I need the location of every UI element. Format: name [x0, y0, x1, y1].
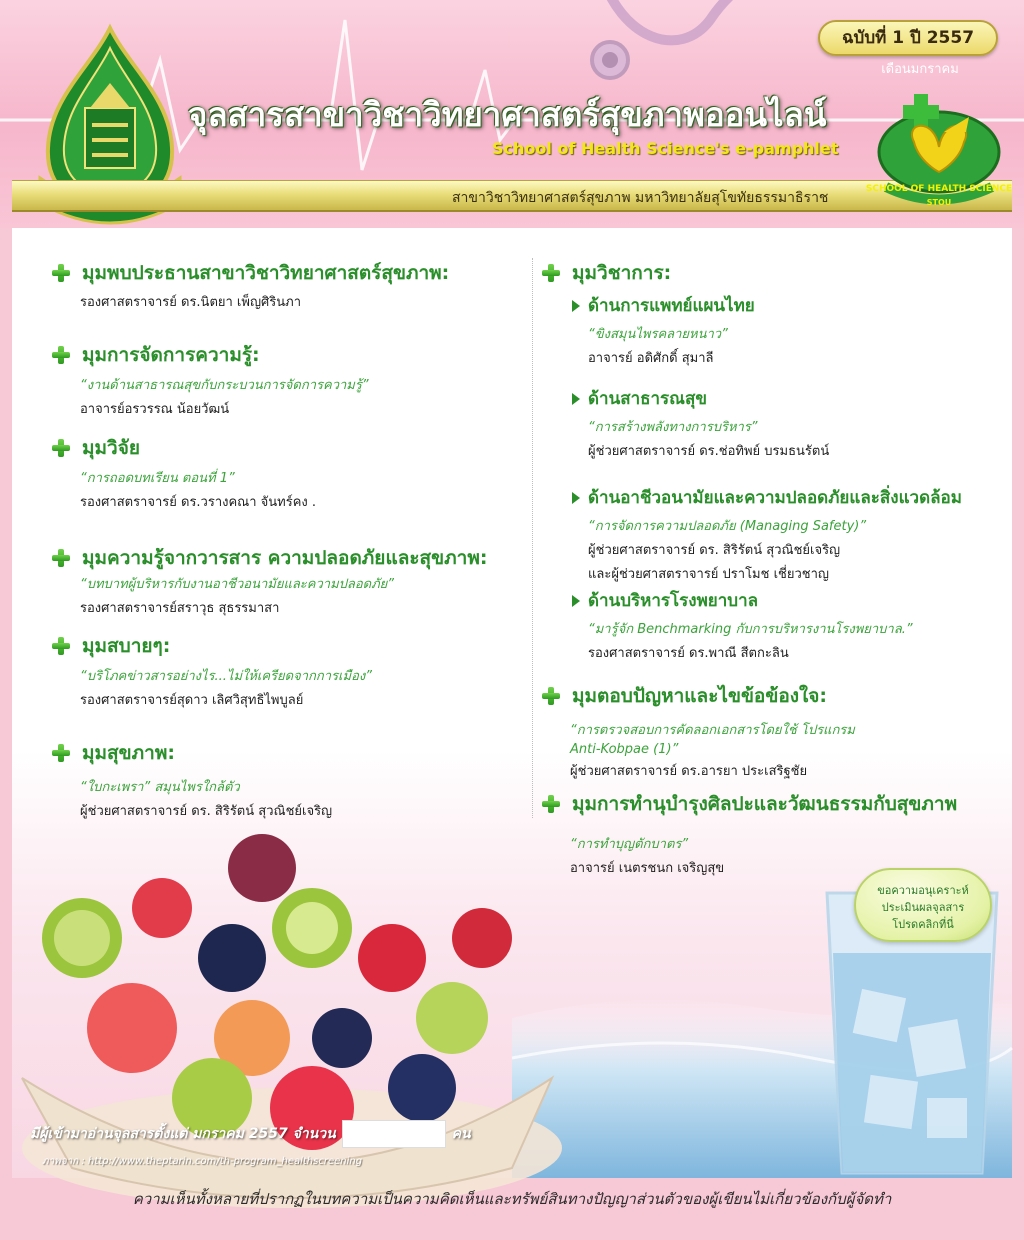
section-academic [542, 258, 671, 288]
section-article-title[interactable]: “การถอดบทเรียน ตอนที่ 1” [80, 471, 235, 486]
subsection-author: อาจารย์ อดิศักดิ์ สุมาลี [588, 351, 714, 366]
section-heading[interactable]: มุมสบายๆ: [82, 635, 171, 657]
image-credit: ภาพจาก : http://www.theptarin.com/th-program_healthscreening [42, 1156, 363, 1167]
green-plus-icon [52, 549, 70, 567]
column-divider [532, 258, 533, 818]
section-author: รองศาสตราจารย์ ดร.นิตยา เพ็ญศิรินภา [80, 295, 302, 310]
section-article-title-cont[interactable]: Anti-Kobpae (1)” [570, 742, 679, 757]
subsection-article-title[interactable]: “การจัดการความปลอดภัย (Managing Safety)” [588, 519, 867, 534]
logo-text: SCHOOL OF HEALTH SCIENCE [865, 184, 1013, 194]
issue-month-label: เดือนมกราคม [881, 62, 959, 77]
subsection-heading[interactable]: ด้านสาธารณสุข [588, 389, 707, 409]
reader-counter-suffix: คน [451, 1126, 471, 1142]
subsection-author: ผู้ช่วยศาสตราจารย์ ดร. สิริรัตน์ สุวณิชย์เจริญ [588, 543, 841, 558]
green-plus-icon [542, 687, 560, 705]
subsection-public-health[interactable] [572, 385, 829, 461]
triangle-bullet-icon [572, 393, 580, 405]
logo-subtext: STOU [926, 198, 952, 207]
green-plus-icon [542, 264, 560, 282]
section-author: ผู้ช่วยศาสตราจารย์ ดร.อารยา ประเสริฐชัย [570, 764, 808, 779]
section-author: อาจารย์อรวรรณ น้อยวัฒน์ [80, 402, 230, 417]
section-arts-culture[interactable] [542, 789, 957, 878]
page-title-thai: จุลสารสาขาวิชาวิทยาศาสตร์สุขภาพออนไลน์ [188, 95, 827, 134]
section-article-title[interactable]: “บริโภคข่าวสารอย่างไร...ไม่ให้เครียดจากการเมือง” [80, 669, 372, 684]
section-author: ผู้ช่วยศาสตราจารย์ ดร. สิริรัตน์ สุวณิชย์เจริญ [80, 804, 333, 819]
green-plus-icon [52, 346, 70, 364]
green-plus-icon [52, 744, 70, 762]
evaluation-line-3: โปรดคลิกที่นี่ [892, 918, 954, 931]
section-heading[interactable]: มุมการจัดการความรู้: [82, 344, 260, 366]
section-heading[interactable]: มุมตอบปัญหาและไขข้อข้องใจ: [572, 685, 828, 707]
section-health[interactable] [52, 738, 332, 821]
subsection-coauthor: และผู้ช่วยศาสตราจารย์ ปราโมช เชี่ยวชาญ [588, 567, 829, 582]
subsection-author: รองศาสตราจารย์ ดร.พาณี สีตกะลิน [588, 646, 789, 661]
section-heading[interactable]: มุมสุขภาพ: [82, 742, 175, 764]
triangle-bullet-icon [572, 595, 580, 607]
section-heading: มุมวิชาการ: [572, 262, 672, 284]
section-journal-safety-health[interactable] [52, 543, 487, 618]
department-subtitle: สาขาวิชาวิทยาศาสตร์สุขภาพ มหาวิทยาลัยสุโขทัยธรรมาธิราช [452, 190, 829, 206]
green-plus-icon [542, 795, 560, 813]
page-title-english: School of Health Science's e-pamphlet [492, 139, 839, 158]
subsection-thai-traditional-medicine[interactable] [572, 292, 755, 368]
section-heading[interactable]: มุมพบประธานสาขาวิชาวิทยาศาสตร์สุขภาพ: [82, 262, 450, 284]
section-article-title[interactable]: “บทบาทผู้บริหารกับงานอาชีวอนามัยและความปลอดภัย” [80, 577, 395, 592]
reader-count-box [342, 1120, 446, 1148]
section-heading[interactable]: มุมวิจัย [82, 437, 140, 459]
green-plus-icon [52, 637, 70, 655]
section-author: รองศาสตราจารย์สุดาว เลิศวิสุทธิไพบูลย์ [80, 693, 304, 708]
disclaimer-footer: ความเห็นทั้งหลายที่ปรากฏในบทความเป็นความคิดเห็นและทรัพย์สินทางปัญญาส่วนตัวของผู้เขียนไม่เกี่ยวข้องกับผู้จัดทำ [132, 1190, 892, 1208]
subsection-heading[interactable]: ด้านบริหารโรงพยาบาล [588, 591, 759, 611]
school-of-health-science-logo [865, 92, 1013, 212]
reader-counter [30, 1120, 471, 1148]
section-author: รองศาสตราจารย์ ดร.วรางคณา จันทร์คง . [80, 495, 317, 510]
subsection-article-title[interactable]: “การสร้างพลังทางการบริหาร” [588, 420, 758, 435]
subsection-author: ผู้ช่วยศาสตราจารย์ ดร.ช่อทิพย์ บรมธนรัตน์ [588, 444, 830, 459]
green-plus-icon [52, 264, 70, 282]
header-banner [0, 0, 1024, 228]
section-article-title[interactable]: “การตรวจสอบการคัดลอกเอกสารโดยใช้ โปรแกรม [570, 723, 855, 738]
subsection-hospital-administration[interactable] [572, 587, 913, 663]
triangle-bullet-icon [572, 492, 580, 504]
section-article-title[interactable]: “งานด้านสาธารณสุขกับกระบวนการจัดการความรู้” [80, 378, 369, 393]
evaluation-line-2: ประเมินผลจุลสาร [881, 901, 965, 914]
section-article-title[interactable]: “ใบกะเพรา” สมุนไพรใกล้ตัว [80, 780, 240, 795]
green-plus-icon [52, 439, 70, 457]
section-relax[interactable] [52, 631, 372, 710]
section-heading[interactable]: มุมความรู้จากวารสาร ความปลอดภัยและสุขภาพ: [82, 547, 488, 569]
section-author: อาจารย์ เนตรชนก เจริญสุข [570, 861, 725, 876]
section-author: รองศาสตราจารย์สราวุธ สุธรรมาสา [80, 601, 280, 616]
subsection-article-title[interactable]: “ขิงสมุนไพรคลายหนาว” [588, 327, 728, 342]
reader-counter-prefix: มีผู้เข้ามาอ่านจุลสารตั้งแต่ มกราคม 2557 จำนวน [30, 1126, 336, 1142]
subsection-heading[interactable]: ด้านอาชีวอนามัยและความปลอดภัยและสิ่งแวดล้อม [588, 488, 962, 508]
section-qa[interactable] [542, 681, 855, 781]
evaluation-button[interactable] [854, 868, 992, 942]
subsection-article-title[interactable]: “มารู้จัก Benchmarking กับการบริหารงานโรงพยาบาล.” [588, 622, 913, 637]
triangle-bullet-icon [572, 300, 580, 312]
subsection-occupational-health[interactable] [572, 484, 962, 584]
section-research[interactable] [52, 433, 316, 512]
section-knowledge-management[interactable] [52, 340, 369, 419]
section-heading[interactable]: มุมการทำนุบำรุงศิลปะและวัฒนธรรมกับสุขภาพ [572, 793, 958, 815]
section-article-title[interactable]: “การทำบุญตักบาตร” [570, 837, 689, 852]
main-content [12, 228, 1012, 1178]
issue-number-badge: ฉบับที่ 1 ปี 2557 [818, 20, 998, 56]
subsection-heading[interactable]: ด้านการแพทย์แผนไทย [588, 296, 755, 316]
evaluation-line-1: ขอความอนุเคราะห์ [877, 884, 969, 897]
section-chairman-corner[interactable] [52, 258, 449, 312]
